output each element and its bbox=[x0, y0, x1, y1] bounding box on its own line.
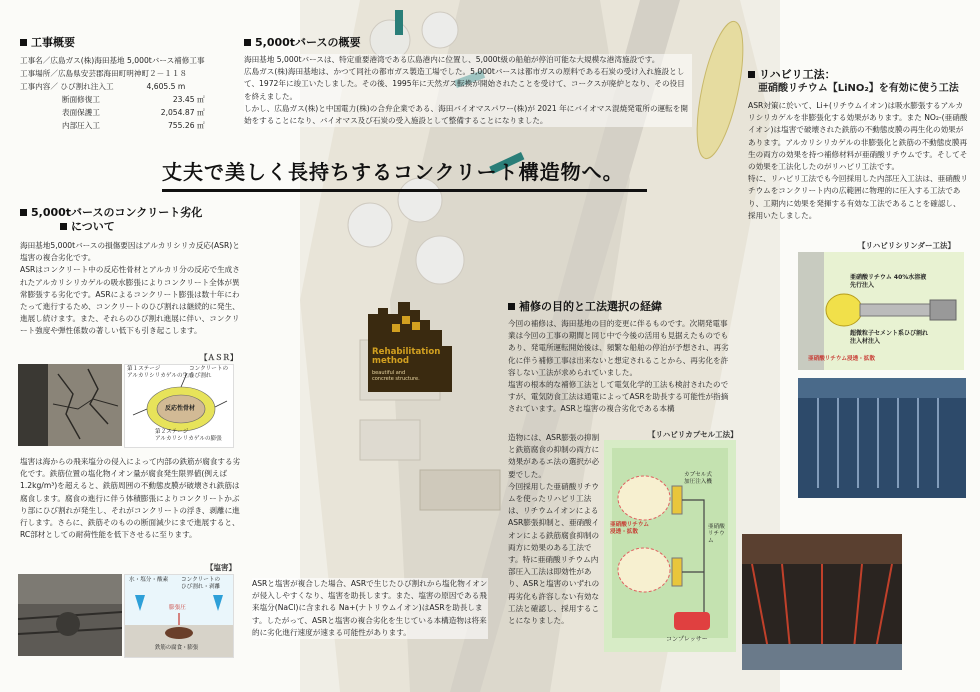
capsule-compressor: コンプレッサー bbox=[666, 636, 708, 643]
cylinder-step-a: 亜硝酸リチウム 40%水溶液 先行注入 bbox=[850, 274, 927, 289]
capsule-method-diagram bbox=[604, 440, 736, 652]
asr-label: 【ＡＳＲ】 bbox=[200, 353, 238, 362]
title-underline bbox=[162, 189, 647, 192]
main-title-block bbox=[162, 156, 682, 192]
capsule-injector: カプセル式 加圧注入機 bbox=[684, 472, 712, 485]
cylinder-step-b: 超微粒子セメント系ひび割れ 注入材注入 bbox=[850, 330, 929, 345]
asr-diagram bbox=[124, 364, 234, 448]
purpose-heading: 補修の目的と工法選択の経緯 bbox=[508, 300, 732, 314]
asr-stage2: 第２ステージ アルカリシリカゲルの膨張 bbox=[155, 429, 222, 442]
deterioration-heading-2: について bbox=[20, 220, 242, 234]
purpose-body-left: 造物には、ASR膨張の抑制と鉄筋腐食の抑制の両方に効果があるエ法の選択が必要でした。 今回採用した亜硝酸リチウムを使ったリハビリ工法は、リチウムイオンによるASR膨張抑制と、亜硝酸イオンによる鉄筋腐食抑制の両方に効果のある工法です。特に亜硝酸リチウム内部圧入工法は即効性があり、ASRと塩害のいずれの再劣化も許容しない有効な工法と確認し、採用することになりました。 bbox=[508, 433, 600, 626]
asr-stage1: 第１ステージ アルカリシリカゲルの生成 bbox=[127, 366, 194, 379]
asr-crack-label: コンクリートの ひび割れ bbox=[189, 366, 229, 379]
salt-diagram-expand: 膨張圧 bbox=[169, 605, 186, 611]
badge-sub: beautiful and concrete structure. bbox=[372, 370, 420, 382]
combined-note: ASRと塩害が複合した場合、ASRで生じたひび割れから塩化物イオンが侵入しやすくなり、塩害を助長します。また、塩害の原因である飛来塩分(NaCl)に含まれる Na+(ナトリウムイオン)はASRを助長します。したがって、ASRと塩害の複合劣化を生じている本構造物は将来的に劣化進行速度が速まる可能性があります。 bbox=[252, 578, 488, 639]
overview-row: 内部圧入工 755.26 ㎡ bbox=[62, 121, 205, 130]
overview-row: 工事場所／広島県安芸郡海田町明神町２－１１８ bbox=[20, 69, 188, 78]
cylinder-step-c: 亜硝酸リチウム浸透・拡散 bbox=[808, 356, 875, 362]
purpose-body-top: 今回の補修は、海田基地の目的変更に伴るものです。次期発電事業は今回の工事の期間と同じ中で今後の活用も見据えたものでもあり、発電所運転開始後は、頻繁な船舶の停泊が予想され、再劣化に伴う補修工事は出来ないと想定されることから、再劣化を許容しない工法が求められていました。 塩害の根本的な補修工法として電気化学的工法も検討されたのですが、電気防食工法は通電によってASRを助長する可能性が指摘されています。ASRと塩害の複合劣化である本構 bbox=[508, 319, 729, 414]
overview-row: 断面修復工 23.45 ㎡ bbox=[62, 95, 205, 104]
salt-body: 塩害は海からの飛来塩分の侵入によって内部の鉄筋が腐食する劣化です。鉄筋位置の塩化物イオン量が腐食発生限界値(例えば 1.2kg/m³)を超えると、鉄筋周囲の不動態皮膜が破壊され鉄筋は腐食します。腐食の進行に伴う体積膨張によりコンクリートかぶり部にひび割れが発生し、それがコンクリートの浮き、剥離に進行します。さらに、鉄筋そのものの断面減少にまで進展すると、RC部材としての耐荷性能を低下させるに至ります。 bbox=[20, 457, 241, 540]
overview-row: 工事名／広島ガス(株)海田基地 5,000tバース補修工事 bbox=[20, 56, 205, 65]
salt-damage-diagram bbox=[124, 574, 234, 658]
cylinder-work-photo bbox=[798, 378, 966, 498]
capsule-lithium: 亜硝酸リチウム bbox=[708, 524, 725, 544]
overview-table bbox=[20, 54, 209, 132]
asr-aggregate-label: 反応性骨材 bbox=[165, 405, 196, 412]
overview-heading: 工事概要 bbox=[20, 36, 250, 50]
deterioration-body: 海田基地5,000tバースの損傷要因はアルカリシリカ反応(ASR)と塩害の複合劣化です。 ASRはコンクリート中の反応性骨材とアルカリ分の反応で生成されたアルカリシリカゲルの吸水膨張によりコンクリート全体が異常膨張する劣化です。ASRによるコンクリート膨張は数十年にわたって進行するため、コンクリートのひび割れは継続的に発生、進展し続けます。また、それらのひび割れ進展に伴い、コンクリート強度や弾性係数の著しい低下も引き起こします。 bbox=[20, 241, 240, 336]
salt-diagram-crack: コンクリートの ひび割れ・剥離 bbox=[181, 577, 221, 590]
asr-crack-photo bbox=[18, 364, 122, 446]
rehabili-heading: リハビリ工法： bbox=[748, 68, 968, 82]
capsule-label: 【リハビリカプセル工法】 bbox=[648, 430, 738, 439]
salt-diagram-rebar: 鉄筋の腐食・膨張 bbox=[155, 645, 199, 651]
berth-overview-heading: 5,000tバースの概要 bbox=[244, 36, 692, 50]
badge-title: Rehabilitation method bbox=[372, 347, 441, 366]
main-title: 丈夫で美しく長持ちするコンクリート構造物へ。 bbox=[162, 160, 624, 184]
salt-diagram-water: 水・塩分・酸素 bbox=[129, 577, 169, 583]
overview-row: 工事内容／ ひび割れ注入工 4,605.5 m bbox=[20, 82, 186, 91]
overview-row: 表面保護工 2,054.87 ㎡ bbox=[62, 108, 205, 117]
salt-label: 【塩害】 bbox=[206, 563, 236, 572]
capsule-zone: 亜硝酸リチウム 浸透・拡散 bbox=[610, 522, 649, 535]
berth-overview-body: 海田基地 5,000tバースは、特定重要港湾である広島港内に位置し、5,000t級の船舶が停泊可能な大規模な港湾施設です。 広島ガス(株)海田基地は、かつて同社の都市ガス製造工場でした。5,000tバースは都市ガスの原料である石炭の受け入れ施設として、1972年に竣工いたしました。その後、1995年に天然ガス転換が開始されたことを受けて、コークスが廃炉となり、その役目を終えました。 しかし、広島ガス(株)と中国電力(株)の合弁企業である、海田バイオマスパワー(株)が 2021 年にバイオマス混焼発電所の運転を開始をすることになり、バイオマス及び石炭の受入施設として整備することになりました。 bbox=[244, 54, 692, 127]
cylinder-label: 【リハビリシリンダー工法】 bbox=[858, 241, 955, 250]
rehabilitation-badge bbox=[368, 302, 452, 392]
cylinder-diagram bbox=[798, 252, 964, 370]
rehabili-heading-2: 亜硝酸リチウム【LiNO₂】を有効に使う工法 bbox=[758, 83, 959, 94]
rehabili-body: ASR対策に於いて、Li+(リチウムイオン)は吸水膨張するアルカリシリカゲルを非膨張化する効果があります。また NO₂-(亜硝酸イオン)は塩害で破壊された鉄筋の不動態皮膜の再生化の効果があります。アルカリシリカゲルの非膨張化と鉄筋の不動態皮膜再生の両方の効果を持つ補修材料が亜硝酸リチウムです。そしてその効果を工法化したのがリハビリ工法です。 特に、リハビリ工法でも今回採用した内部圧入工法は、亜硝酸リチウムをコンクリート内の広範囲に物理的に圧入する工法であり、工期内に効果を発揮する有効な工法であることを確認し、採用いたしました。 bbox=[748, 101, 968, 220]
site-scaffold-photo bbox=[742, 534, 902, 670]
salt-damage-photo bbox=[18, 574, 122, 656]
deterioration-heading: 5,000tバースのコンクリート劣化 bbox=[20, 206, 242, 220]
